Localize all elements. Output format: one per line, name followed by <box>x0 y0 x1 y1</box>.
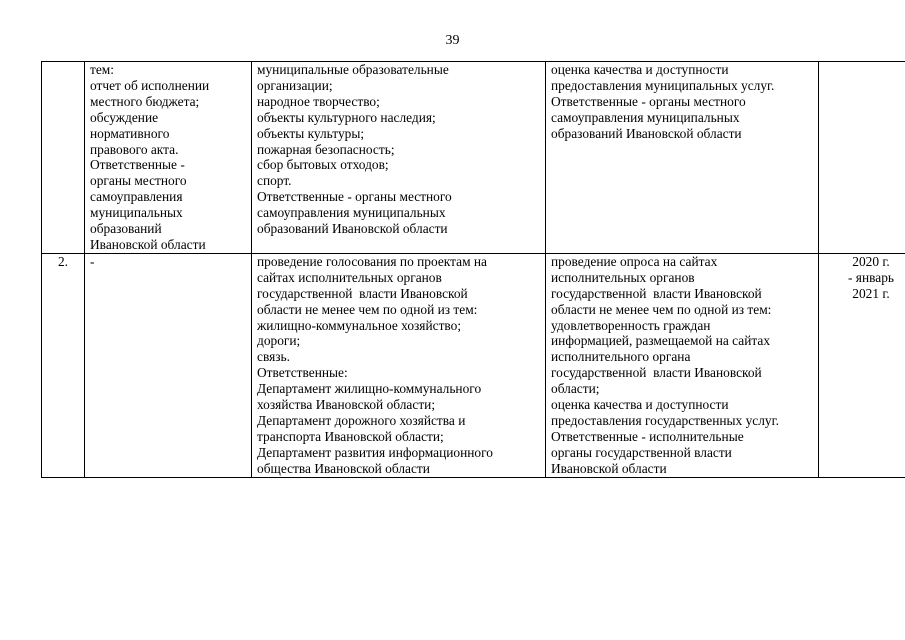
text-line: пожарная безопасность; <box>257 141 395 157</box>
text-line: Ответственные: <box>257 365 348 381</box>
text-line: образований Ивановской области <box>551 125 742 141</box>
text-line: Ответственные - исполнительные <box>551 428 744 444</box>
text-line: области не менее чем по одной из тем: <box>551 301 772 317</box>
text-line: органы местного <box>90 173 187 189</box>
text-line: Ивановской области <box>90 236 206 252</box>
text-line: исполнительных органов <box>551 269 695 285</box>
text-line: сайтах исполнительных органов <box>257 269 442 285</box>
text-line: Департамент жилищно-коммунального <box>257 381 482 397</box>
text-line: Ответственные - <box>90 157 185 173</box>
text-line: муниципальных <box>90 205 183 221</box>
text-line: самоуправления <box>90 189 183 205</box>
text-line: проведение опроса на сайтах <box>551 253 718 269</box>
text-line: образований <box>90 221 162 237</box>
table-row <box>42 253 905 477</box>
table-row <box>42 62 905 254</box>
text-line: сбор бытовых отходов; <box>257 157 389 173</box>
text-line: объекты культурного наследия; <box>257 109 436 125</box>
text-line: государственной власти Ивановской <box>551 285 762 301</box>
text-line: области не менее чем по одной из тем: <box>257 301 478 317</box>
text-line: образований Ивановской области <box>257 221 448 237</box>
text-line: связь. <box>257 349 290 365</box>
text-line: исполнительного органа <box>551 349 691 365</box>
text-line: предоставления государственных услуг. <box>551 412 779 428</box>
cell-evaluation <box>546 62 819 254</box>
cell-topic <box>85 62 252 254</box>
text-line: Ответственные - органы местного <box>257 189 452 205</box>
text-line: оценка качества и доступности <box>551 62 729 77</box>
text-line: народное творчество; <box>257 93 380 109</box>
text-line: Ответственные - органы местного <box>551 93 746 109</box>
text-line: органы государственной власти <box>551 444 732 460</box>
text-line: объекты культуры; <box>257 125 365 141</box>
text-line: организации; <box>257 77 333 93</box>
text-line: - январь <box>847 269 895 285</box>
cell-activity <box>252 62 546 254</box>
plan-table <box>41 61 905 478</box>
cell-activity <box>252 253 546 477</box>
cell-number <box>42 253 85 477</box>
row-number: 2. <box>57 253 69 269</box>
text-line: - <box>90 253 95 269</box>
text-line: государственной власти Ивановской <box>257 285 468 301</box>
text-line: муниципальные образовательные <box>257 62 449 77</box>
text-line: области; <box>551 381 600 397</box>
page-number: 39 <box>445 33 460 48</box>
text-line: спорт. <box>257 173 292 189</box>
text-line: проведение голосования по проектам на <box>257 253 487 269</box>
text-line: оценка качества и доступности <box>551 397 729 413</box>
text-line: самоуправления муниципальных <box>551 109 740 125</box>
text-line: отчет об исполнении <box>90 77 210 93</box>
text-line: 2020 г. <box>852 253 890 269</box>
text-line: Департамент дорожного хозяйства и <box>257 412 466 428</box>
text-line: нормативного <box>90 125 170 141</box>
cell-date <box>819 62 905 254</box>
text-line: дороги; <box>257 333 301 349</box>
text-line: 2021 г. <box>852 285 890 301</box>
text-line: государственной власти Ивановской <box>551 365 762 381</box>
text-line: хозяйства Ивановской области; <box>257 397 436 413</box>
text-line: самоуправления муниципальных <box>257 205 446 221</box>
cell-topic <box>85 253 252 477</box>
text-line: общества Ивановской области <box>257 460 430 476</box>
text-line: тем: <box>90 62 114 77</box>
cell-evaluation <box>546 253 819 477</box>
text-line: удовлетворенность граждан <box>551 317 711 333</box>
text-line: Ивановской области <box>551 460 667 476</box>
cell-date <box>819 253 905 477</box>
text-line: транспорта Ивановской области; <box>257 428 444 444</box>
text-line: жилищно-коммунальное хозяйство; <box>257 317 462 333</box>
text-line: обсуждение <box>90 109 159 125</box>
text-line: Департамент развития информационного <box>257 444 493 460</box>
cell-number <box>42 62 85 254</box>
text-line: местного бюджета; <box>90 93 200 109</box>
text-line: правового акта. <box>90 141 179 157</box>
text-line: информацией, размещаемой на сайтах <box>551 333 771 349</box>
text-line: предоставления муниципальных услуг. <box>551 77 775 93</box>
